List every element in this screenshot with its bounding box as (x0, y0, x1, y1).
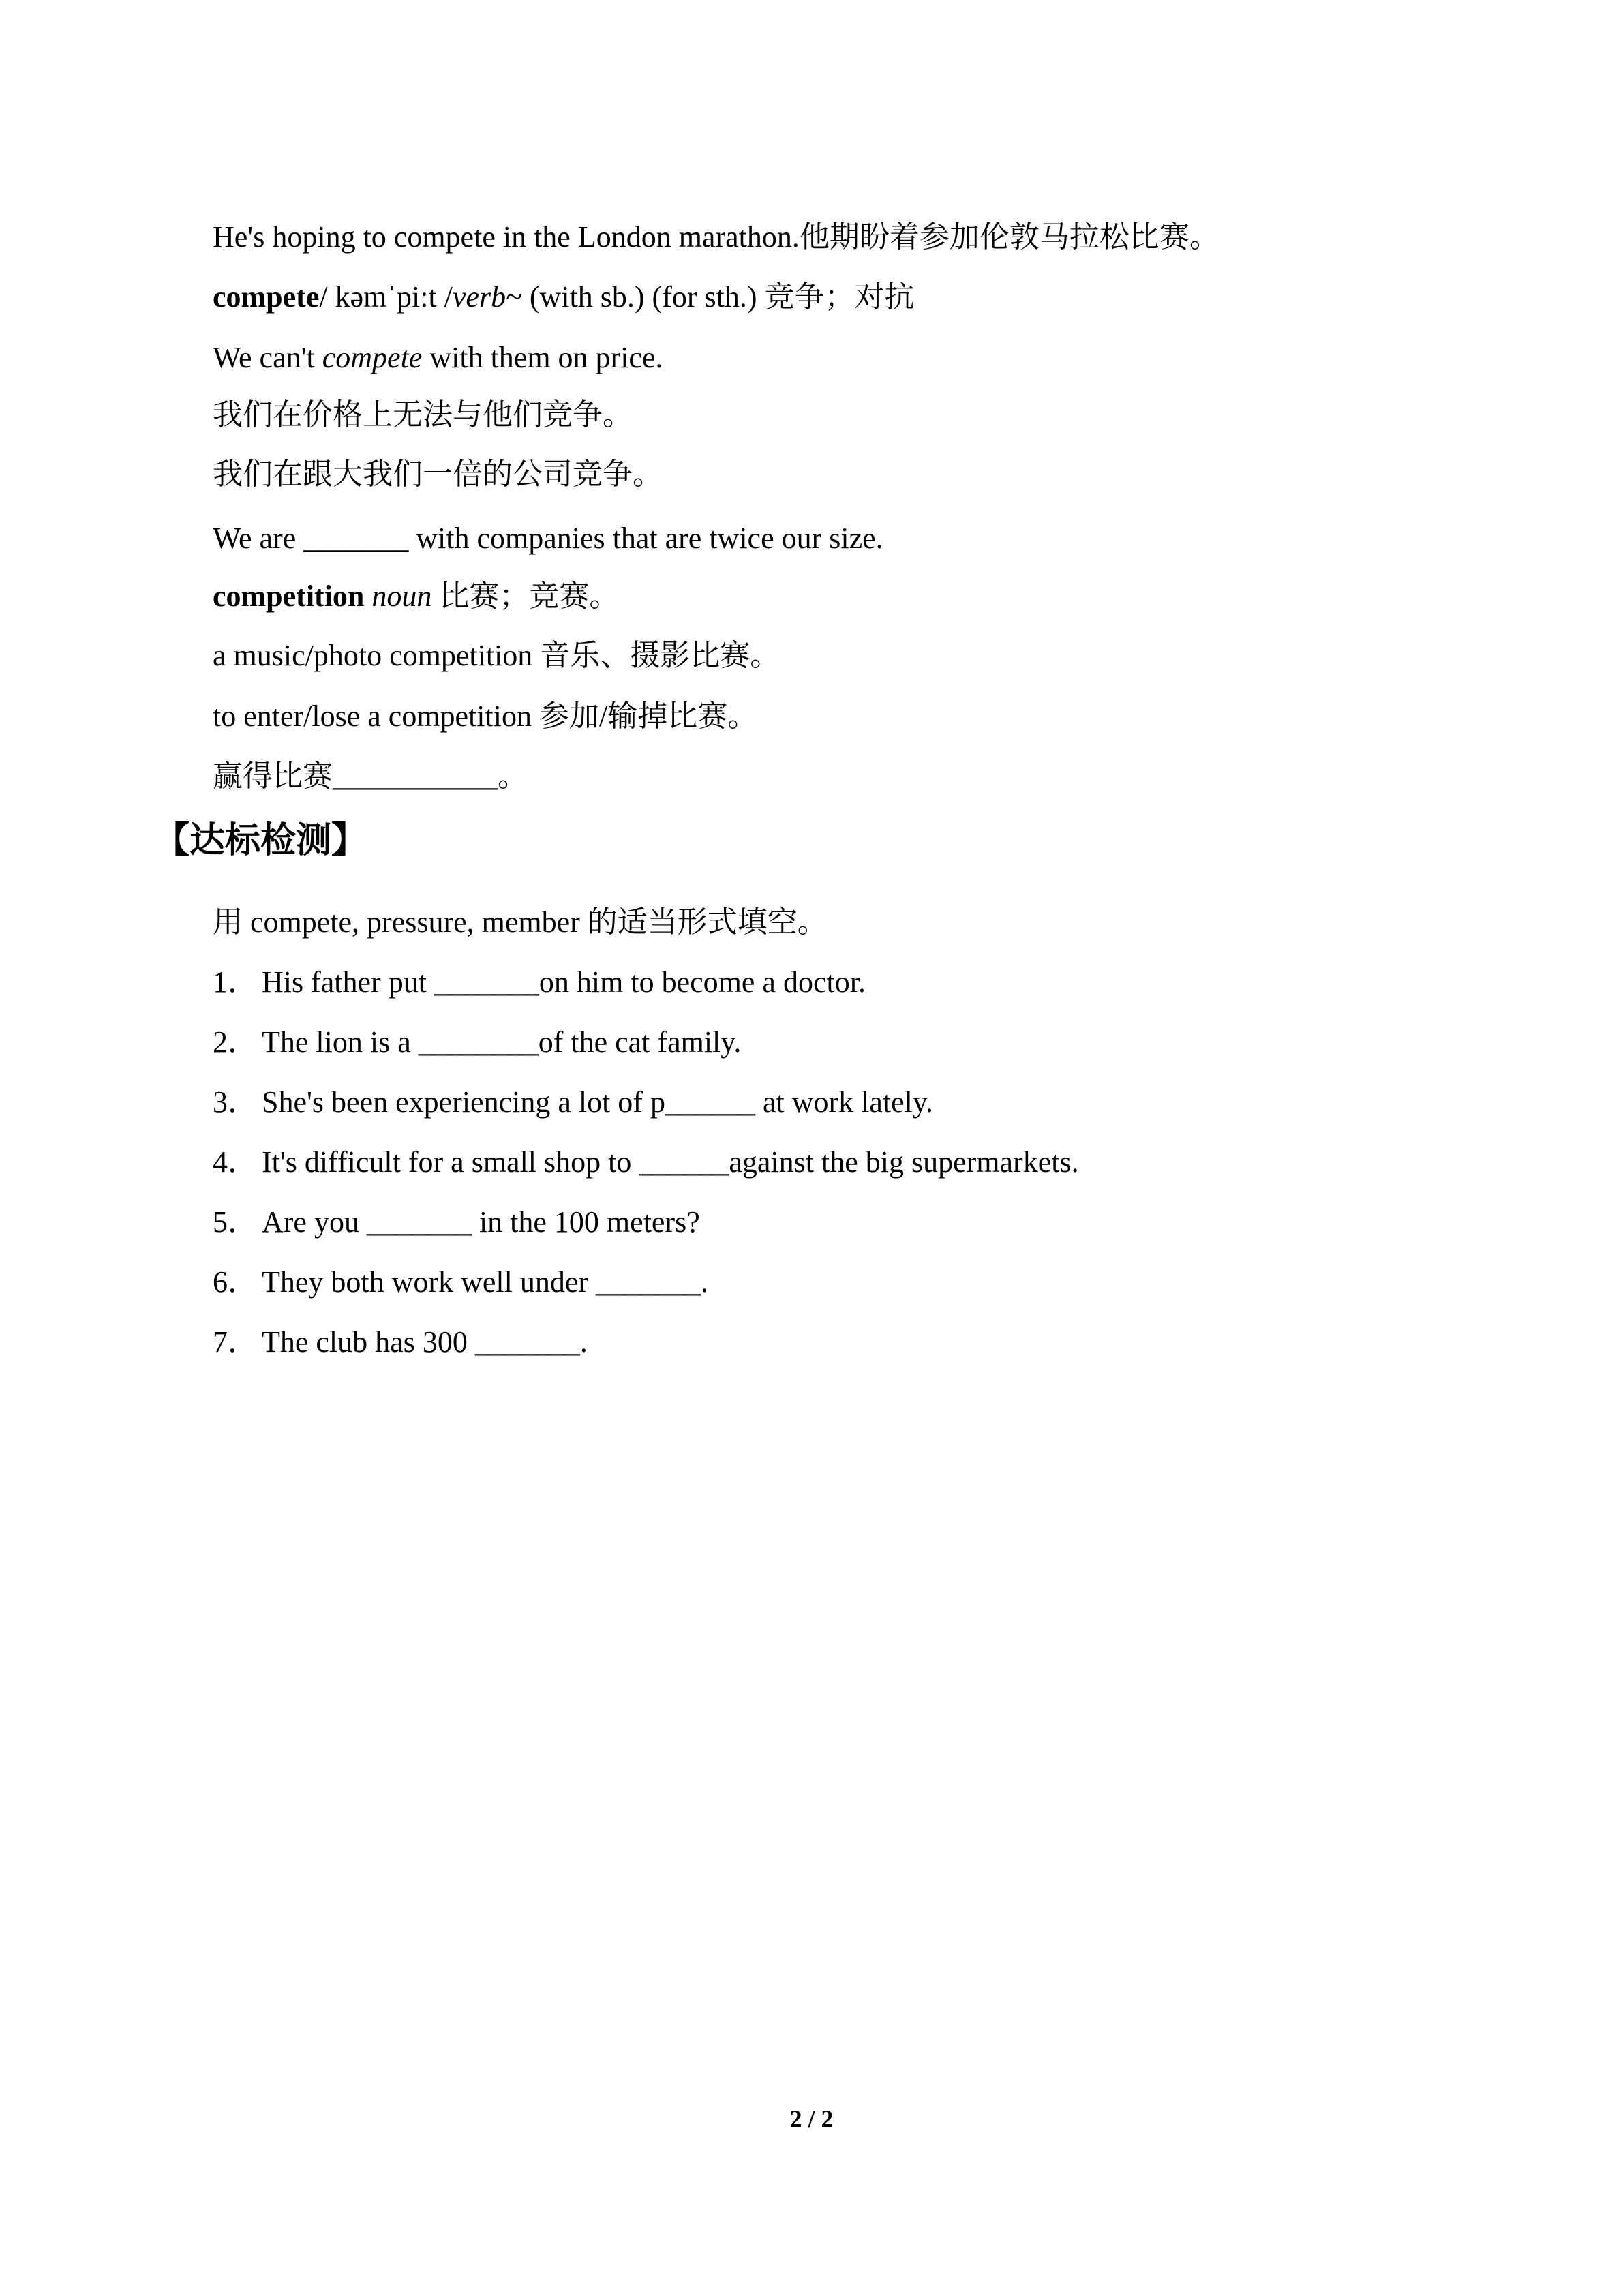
question-text: They both work well under _______. (262, 1265, 708, 1299)
headword-compete: compete (213, 280, 320, 314)
question-3 (213, 1082, 933, 1123)
example-sentence-marathon: He's hoping to compete in the London marathon.他期盼着参加伦敦马拉松比赛。 (213, 220, 1219, 254)
section-heading: 【达标检测】 (154, 820, 367, 861)
question-text: His father put _______on him to become a doctor. (262, 965, 866, 999)
question-text: She's been experiencing a lot of p______ at work lately. (262, 1085, 934, 1119)
example-music-photo: a music/photo competition 音乐、摄影比赛。 (213, 639, 780, 672)
definition: 比赛；竞赛。 (431, 579, 620, 613)
example-sentence-price (213, 337, 663, 378)
translation-company: 我们在跟大我们一倍的公司竞争。 (213, 457, 663, 491)
example-text: with them on price. (422, 341, 663, 374)
example-win: 赢得比赛___________。 (213, 759, 528, 793)
page-number: 2 / 2 (789, 2105, 834, 2132)
question-5 (213, 1202, 700, 1243)
question-number: 7． (213, 1325, 258, 1359)
entry-compete (213, 277, 915, 318)
question-number: 1． (213, 965, 258, 999)
question-text: Are you _______ in the 100 meters? (262, 1205, 700, 1239)
example-text: We can't (213, 341, 322, 374)
question-6 (213, 1262, 708, 1303)
question-4 (213, 1142, 1079, 1183)
definition: ~ (with sb.) (for sth.) 竞争；对抗 (506, 280, 915, 314)
question-number: 6． (213, 1265, 258, 1299)
question-2 (213, 1022, 741, 1063)
question-number: 2． (213, 1025, 258, 1059)
question-number: 5． (213, 1205, 258, 1239)
question-number: 4． (213, 1145, 258, 1179)
question-7 (213, 1322, 588, 1363)
question-1 (213, 962, 866, 1003)
question-text: It's difficult for a small shop to ______against the big supermarkets. (262, 1145, 1079, 1179)
exercise-instruction: 用 compete, pressure, member 的适当形式填空。 (213, 905, 828, 939)
question-number: 3． (213, 1085, 258, 1119)
example-keyword: compete (322, 341, 423, 374)
question-text: The club has 300 _______. (262, 1325, 588, 1359)
example-enter-lose: to enter/lose a competition 参加/输掉比赛。 (213, 699, 758, 733)
headword-competition: competition (213, 579, 365, 613)
part-of-speech: noun (371, 579, 432, 613)
translation-price: 我们在价格上无法与他们竞争。 (213, 398, 633, 432)
phonetic: / kəmˈpi:t / (319, 280, 453, 314)
part-of-speech: verb (452, 280, 506, 314)
question-text: The lion is a ________of the cat family. (262, 1025, 742, 1059)
entry-competition (213, 576, 619, 617)
fill-blank-sentence: We are _______ with companies that are twice our size. (213, 522, 883, 555)
